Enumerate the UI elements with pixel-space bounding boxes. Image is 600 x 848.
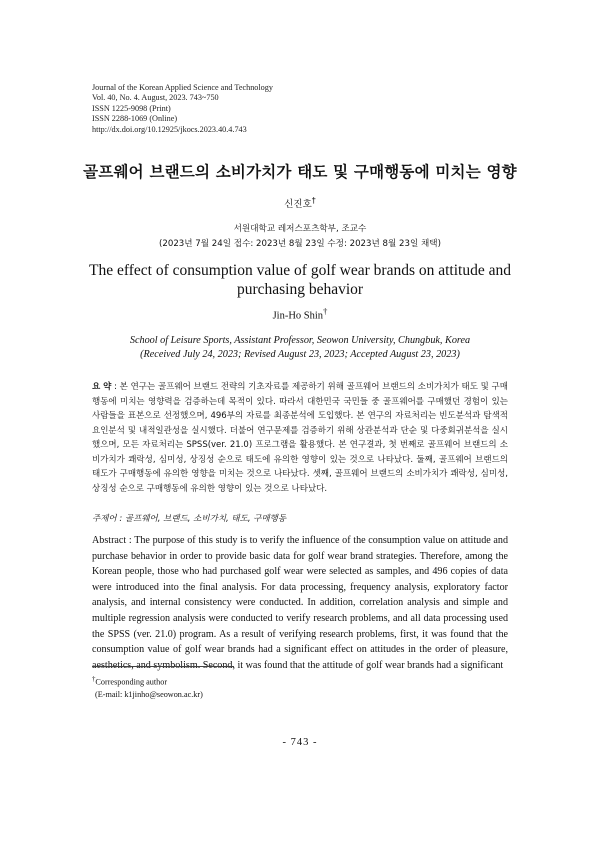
korean-dates: (2023년 7월 24일 접수: 2023년 8월 23일 수정: 2023년 8월 23일 채택): [159, 239, 441, 249]
english-abstract-text: : The purpose of this study is to verify the influence of the consumption value on attitude and purchase behavior in order to provide basic data for golf wear brand strategies. Therefore, among the Korean people, those who had purchased golf wear were selected as samples, and 496 copies of data were introduced into the final analysis. For data processing, frequency analysis, exploratory factor analysis, and internal consistency were conducted. In addition, correlation analysis and simple and multiple regression analysis were conducted to verify research problems, and all data processing used the SPSS (ver. 21.0) program. As a result of verifying research problems, first, it was found that the consumption value of golf wear brands had a significant effect on attitudes in the order of pleasure, aesthetics, and symbolism. Second, it was found that the attitude of golf wear brands had a significant: [92, 535, 508, 671]
page-number: - 743 -: [282, 737, 318, 748]
korean-author-name: 신진호: [284, 199, 312, 211]
english-title: The effect of consumption value of golf wear brands on attitude and purchasing behavior: [89, 262, 511, 298]
korean-abstract: [92, 380, 508, 496]
english-abstract: [92, 533, 508, 673]
korean-affiliation: 서원대학교 레저스포츠학부, 조교수: [233, 224, 367, 234]
english-affiliation-block: [0, 334, 600, 361]
korean-title: 골프웨어 브랜드의 소비가치가 태도 및 구매행동에 미치는 영향: [83, 163, 517, 181]
journal-issn-online: ISSN 2288-1069 (Online): [92, 114, 178, 124]
journal-issn-print: ISSN 1225-9098 (Print): [92, 103, 171, 113]
journal-name: Journal of the Korean Applied Science and Technology: [92, 83, 273, 92]
korean-author: [0, 196, 600, 210]
english-author: [0, 306, 600, 322]
english-author-mark: †: [323, 306, 328, 316]
footnote-line-1: [92, 674, 203, 689]
english-dates: (Received July 24, 2023; Revised August 23, 2023; Accepted August 23, 2023): [140, 348, 460, 360]
korean-abstract-label: 요 약: [92, 382, 112, 392]
korean-author-mark: †: [311, 196, 316, 205]
korean-keywords: 주제어 : 골프웨어, 브랜드, 소비가치, 태도, 구매행동: [92, 514, 287, 524]
journal-info: [92, 83, 273, 135]
journal-doi-link[interactable]: http://dx.doi.org/10.12925/jkocs.2023.40.4.743: [92, 124, 247, 134]
korean-abstract-text: : 본 연구는 골프웨어 브랜드 전략의 기초자료를 제공하기 위해 골프웨어 브랜드의 소비가치가 태도 및 구매행동에 미치는 영향력을 검증하는데 목적이 있다. 따라서 대한민국 국민들 중 골프웨어를 구매했던 경험이 있는 사람들을 표본으로 선정했으며, 496부의 자료를 최종분석에 도입했다. 본 연구의 자료처리는 빈도분석과 탐색적 요인분석 및 내적일관성을 실시했다. 더불어 연구문제를 검증하기 위해 상관분석과 단순 및 다중회귀분석을 실시했으며, 모든 자료처리는 SPSS(ver. 21.0) 프로그램을 활용했다. 본 연구결과, 첫 번째로 골프웨어 브랜드의 소비가치가 쾌락성, 심미성, 상징성 순으로 태도에 유의한 영향이 있는 것으로 나타났다. 둘째, 골프웨어 브랜드의 태도가 구매행동에 유의한 영향을 미치는 것으로 나타났다. 셋째, 골프웨어 브랜드의 소비가치가 쾌락성, 심미성, 상징성 순으로 구매행동에 유의한 영향이 있는 것으로 나타났다.: [92, 382, 508, 494]
footnote-corresponding: Corresponding author: [95, 677, 168, 687]
footnote-email: (E-mail: k1jinho@seowon.ac.kr): [95, 690, 203, 700]
english-abstract-label: Abstract: [92, 535, 127, 546]
english-affiliation: School of Leisure Sports, Assistant Professor, Seowon University, Chungbuk, Korea: [129, 335, 471, 346]
footnote-mark: †: [92, 676, 96, 683]
footnote: [92, 674, 203, 702]
footnote-divider: [92, 666, 234, 667]
english-author-name: Jin-Ho Shin: [272, 310, 324, 322]
journal-volume: Vol. 40, No. 4. August, 2023. 743~750: [92, 93, 219, 103]
